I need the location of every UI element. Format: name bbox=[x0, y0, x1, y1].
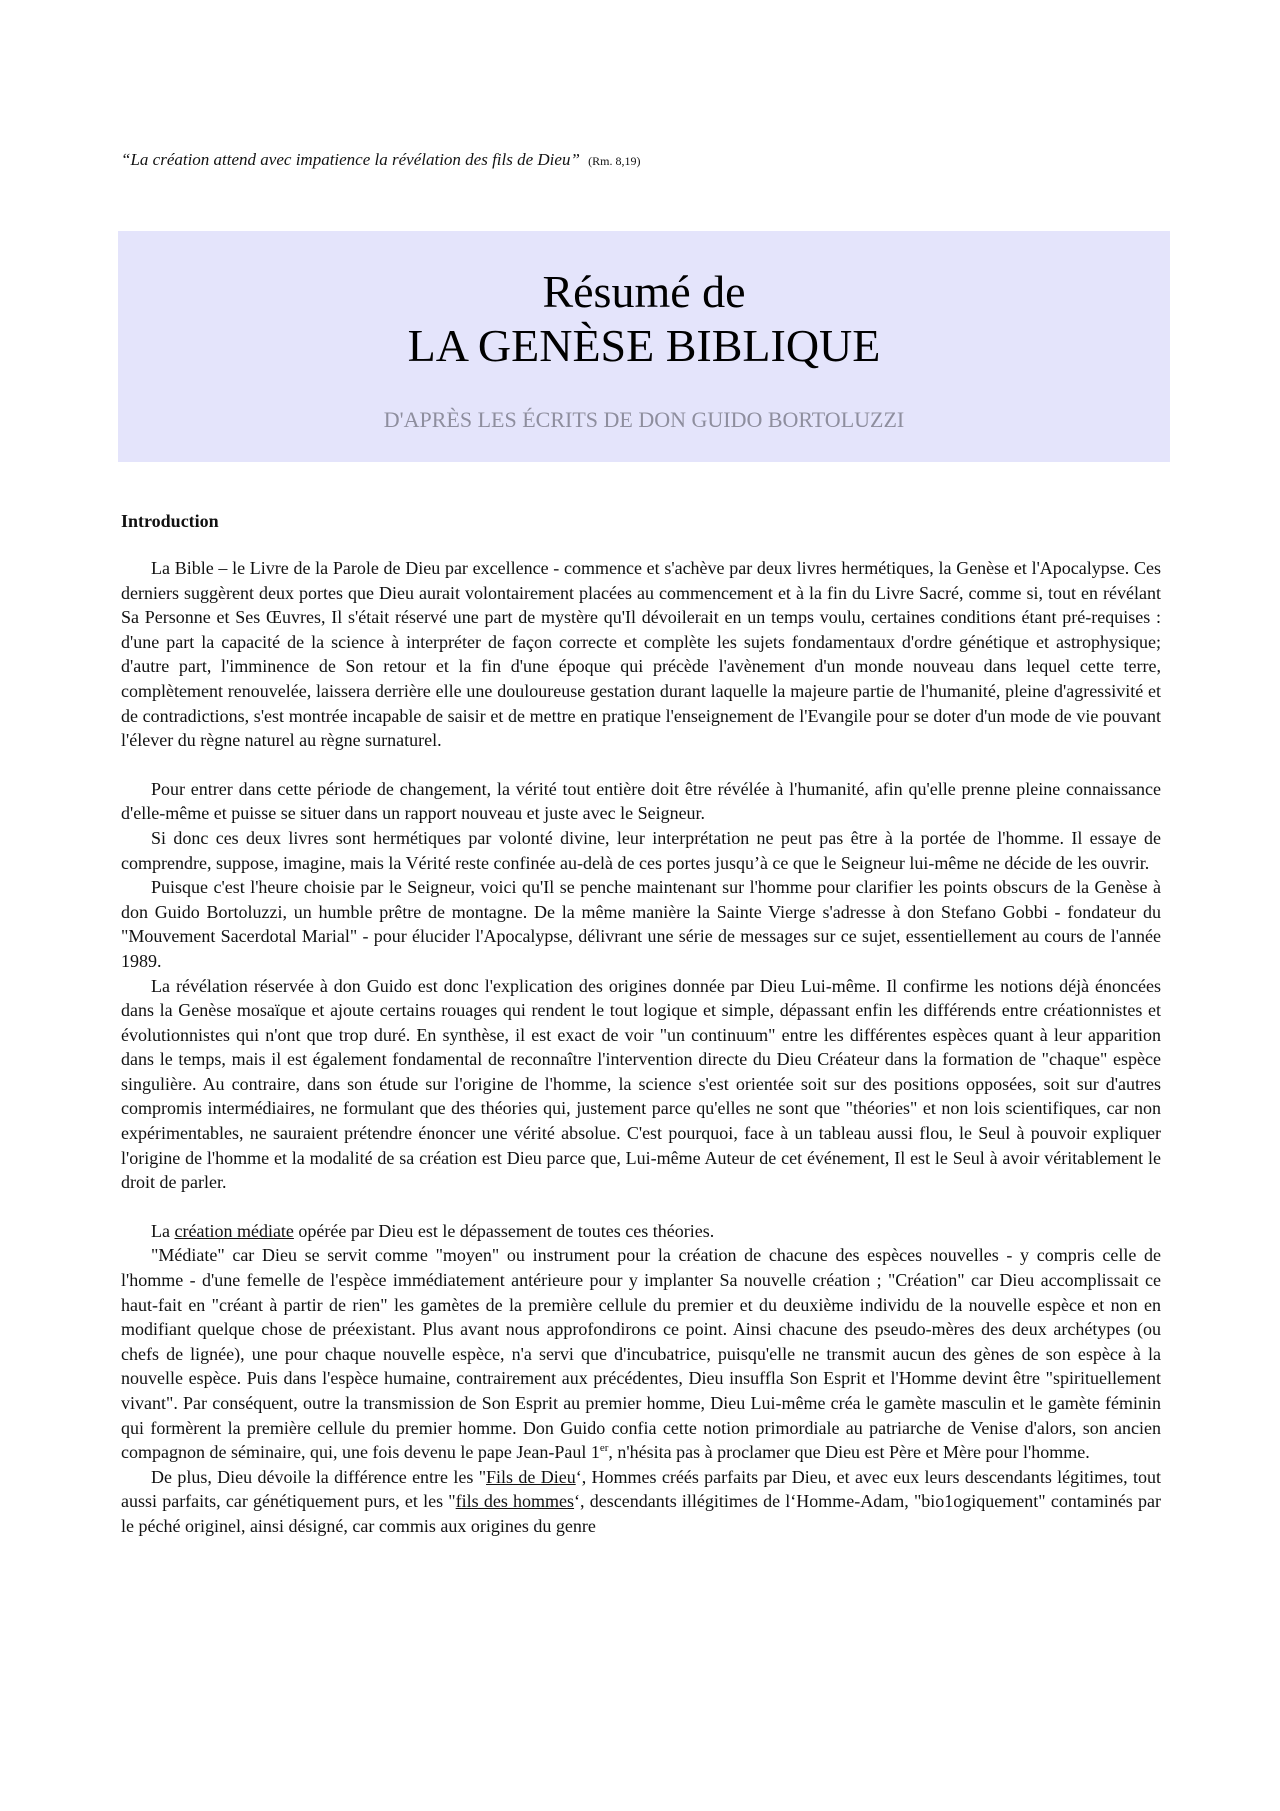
title-banner bbox=[118, 231, 1170, 462]
epigraph-quote: “La création attend avec impatience la révélation des fils de Dieu” bbox=[121, 150, 580, 169]
title-line-2: LA GENÈSE BIBLIQUE bbox=[407, 320, 881, 371]
paragraph-3: Si donc ces deux livres sont hermétiques par volonté divine, leur interprétation ne peut pas être à la portée de l'homme. Il essaye de comprendre, suppose, imagine, mais la Vérité reste confinée au-delà de ces portes jusqu’à ce que le Seigneur lui-même ne décide de les ouvrir. bbox=[121, 827, 1161, 873]
title-line-1: Résumé de bbox=[542, 266, 746, 317]
paragraph-8-text-b: ‘, Hommes créés parfaits par Dieu, et avec eux leurs descendants légitimes, tout aussi parfaits, car génétiquement purs, et les " bbox=[121, 1466, 1162, 1512]
paragraph-6 bbox=[121, 1219, 1161, 1244]
paragraph-6-text-b: opérée par Dieu est le dépassement de toutes ces théories. bbox=[293, 1220, 715, 1241]
paragraph-7-text-b: , n'hésita pas à proclamer que Dieu est Père et Mère pour l'homme. bbox=[608, 1442, 1090, 1463]
title-subtitle: D'APRÈS LES ÉCRITS DE DON GUIDO BORTOLUZZI bbox=[383, 407, 905, 432]
paragraph-2: Pour entrer dans cette période de changement, la vérité tout entière doit être révélée à l'humanité, afin qu'elle prenne pleine connaissance d'elle-même et puisse se situer dans un rapport nouveau et juste avec le Seigneur. bbox=[121, 778, 1161, 824]
fils-des-hommes-link[interactable]: fils des hommes bbox=[455, 1491, 575, 1512]
epigraph bbox=[121, 150, 641, 170]
paragraph-4: Puisque c'est l'heure choisie par le Seigneur, voici qu'Il se penche maintenant sur l'homme pour clarifier les points obscurs de la Genèse à don Guido Bortoluzzi, un humble prêtre de montagne. De la même manière la Sainte Vierge s'adresse à don Stefano Gobbi - fondateur du "Mouvement Sacerdotal Marial" - pour élucider l'Apocalypse, délivrant une série de messages sur ce sujet, essentiellement au cours de l'année 1989. bbox=[121, 877, 1161, 971]
paragraph-7-text-a: "Médiate" car Dieu se servit comme "moyen" ou instrument pour la création de chacune des espèces nouvelles - y compris celle de l'homme - d'une femelle de l'espèce immédiatement antérieure pour y implanter Sa nouvelle création ; "Création" car Dieu accomplissait ce haut-fait en "créant à partir de rien" les gamètes de la première cellule du premier et du deuxième individu de la nouvelle espèce et non en modifiant quelque chose de préexistant. Plus avant nous approfondirons ce point. Ainsi chacune des pseudo-mères des deux archétypes (ou chefs de lignée), une pour chaque nouvelle espèce, n'a servi que d'incubatrice, puisqu'elle ne transmit aucun des gènes de son espèce à la nouvelle espèce. Puis dans l'espèce humaine, contrairement aux précédentes, Dieu insuffla Son Esprit et l'Homme devint être "spirituellement vivant". Par conséquent, outre la transmission de Son Esprit au premier homme, Dieu Lui-même créa le gamète masculin et le gamète féminin qui formèrent la première cellule du premier homme. Don Guido confia cette notion primordiale au patriarche de Venise d'alors, son ancien compagnon de séminaire, qui, une fois devenu le pape Jean-Paul 1 bbox=[121, 1245, 1161, 1463]
paragraph-8-text-c: ‘, descendants illégitimes de l‘Homme-Adam, "bio1ogiquement" contaminés par le péché originel, ainsi désigné, car commis aux origines du genre bbox=[121, 1491, 1161, 1536]
paragraph-8 bbox=[121, 1465, 1161, 1539]
paragraph-8-text-a: De plus, Dieu dévoile la différence entre les " bbox=[151, 1466, 487, 1487]
fils-de-dieu-link[interactable]: Fils de Dieu bbox=[486, 1466, 576, 1487]
paragraph-5: La révélation réservée à don Guido est donc l'explication des origines donnée par Dieu Lui-même. Il confirme les notions déjà énoncées dans la Genèse mosaïque et ajoute certains rouages qui rendent le tout logique et simple, dépassant enfin les différends entre créationnistes et évolutionnistes qui n'ont que trop duré. En synthèse, il est exact de voir "un continuum" entre les différentes espèces quant à leur apparition dans le temps, mais il est également fondamental de reconnaître l'intervention directe du Dieu Créateur dans la formation de "chaque" espèce singulière. Au contraire, dans son étude sur l'origine de l'homme, la science s'est orientée soit sur des positions opposées, soit sur d'autres compromis intermédiaires, ne formulant que des théories qui, justement parce qu'elles ne sont que "théories" et non lois scientifiques, car non expérimentables, ne sauraient prétendre énoncer une vérité absolue. C'est pourquoi, face à un tableau aussi flou, le Seul à pouvoir expliquer l'origine de l'homme et la modalité de sa création est Dieu parce que, Lui-même Auteur de cet événement, Il est le Seul à avoir véritablement le droit de parler. bbox=[121, 975, 1161, 1193]
paragraph-1: La Bible – le Livre de la Parole de Dieu par excellence - commence et s'achève par deux livres hermétiques, la Genèse et l'Apocalypse. Ces derniers suggèrent deux portes que Dieu aurait volontairement placées au commencement et à la fin du Livre Sacré, comme si, tout en révélant Sa Personne et Ses Œuvres, Il s'était réservé une part de mystère qu'Il dévoilerait en un temps voulu, certaines conditions étant pré-requises : d'une part la capacité de la science à interpréter de façon correcte et complète les sujets fondamentaux d'ordre génétique et astrophysique; d'autre part, l'imminence de Son retour et la fin d'une époque qui précède l'avènement d'un monde nouveau dans lequel cette terre, complètement renouvelée, laissera derrière elle une douloureuse gestation durant laquelle la majeure partie de l'humanité, pleine d'agressivité et de contradictions, s'est montrée incapable de saisir et de mettre en pratique l'enseignement de l'Evangile pour se doter d'un mode de vie pouvant l'élever du règne naturel au règne surnaturel. bbox=[121, 558, 1161, 751]
epigraph-reference: (Rm. 8,19) bbox=[588, 154, 641, 168]
body-text bbox=[121, 556, 1161, 1539]
section-heading: Introduction bbox=[121, 511, 219, 531]
paragraph-7 bbox=[121, 1243, 1161, 1464]
superscript-er: er bbox=[599, 1442, 609, 1455]
creation-mediate-link[interactable]: création médiate bbox=[174, 1220, 294, 1241]
paragraph-6-text-a: La bbox=[151, 1220, 175, 1241]
